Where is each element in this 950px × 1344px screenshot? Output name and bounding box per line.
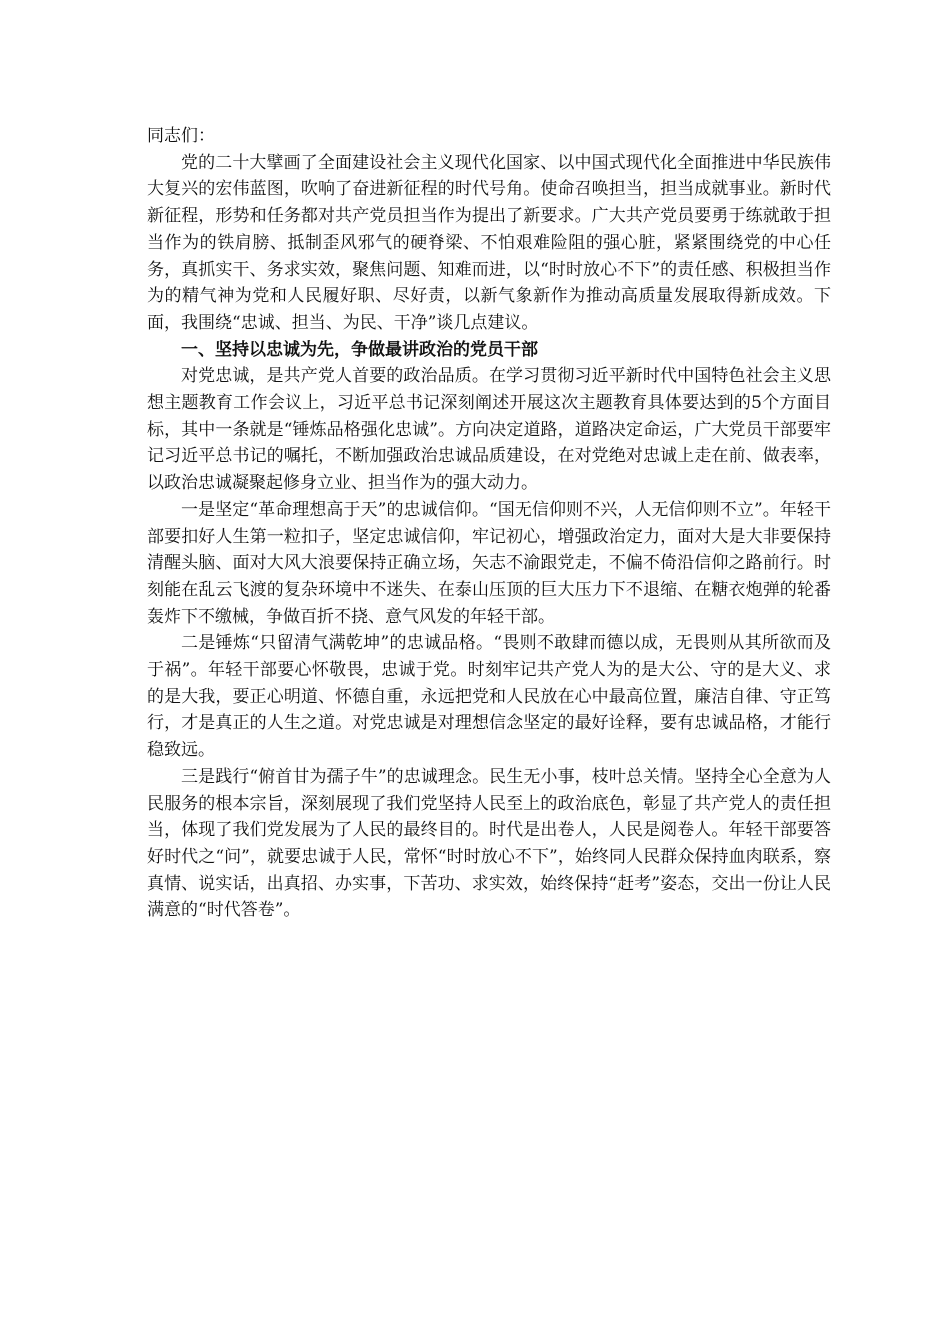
document-page <box>147 123 831 924</box>
point-three-paragraph: 三是践行“俯首甘为孺子牛”的忠诚理念。民生无小事，枝叶总关情。坚持全心全意为人民服务的根本宗旨，深刻展现了我们党坚持人民至上的政治底色，彰显了共产党人的责任担当，体现了我们党发展为了人民的最终目的。时代是出卷人，人民是阅卷人。年轻干部要答好时代之“问”，就要忠诚于人民，常怀“时时放心不下”，始终同人民群众保持血肉联系，察真情、说实话，出真招、办实事，下苦功、求实效，始终保持“赶考”姿态，交出一份让人民满意的“时代答卷”。 <box>147 766 831 921</box>
point-two-paragraph: 二是锤炼“只留清气满乾坤”的忠诚品格。“畏则不敢肆而德以成，无畏则从其所欲而及于祸”。年轻干部要心怀敬畏，忠诚于党。时刻牢记共产党人为的是大公、守的是大义、求的是大我，要正心明道、怀德自重，永远把党和人民放在心中最高位置，廉洁自律、守正笃行，才是真正的人生之道。对党忠诚是对理想信念坚定的最好诠释，要有忠诚品格，才能行稳致远。 <box>147 633 831 761</box>
point-one-paragraph: 一是坚定“革命理想高于天”的忠诚信仰。“国无信仰则不兴，人无信仰则不立”。年轻干部要扣好人生第一粒扣子，坚定忠诚信仰，牢记初心，增强政治定力，面对大是大非要保持清醒头脑、面对大风大浪要保持正确立场，矢志不渝跟党走，不偏不倚沿信仰之路前行。时刻能在乱云飞渡的复杂环境中不迷失、在泰山压顶的巨大压力下不退缩、在糖衣炮弹的轮番轰炸下不缴械，争做百折不挠、意气风发的年轻干部。 <box>147 499 831 627</box>
salutation: 同志们： <box>147 126 215 146</box>
section-heading: 一、坚持以忠诚为先，争做最讲政治的党员干部 <box>181 339 538 360</box>
intro-paragraph: 党的二十大擘画了全面建设社会主义现代化国家、以中国式现代化全面推进中华民族伟大复兴的宏伟蓝图，吹响了奋进新征程的时代号角。使命召唤担当，担当成就事业。新时代新征程，形势和任务都对共产党员担当作为提出了新要求。广大共产党员要勇于练就敢于担当作为的铁肩膀、抵制歪风邪气的硬脊梁、不怕艰难险阻的强心脏，紧紧围绕党的中心任务，真抓实干、务求实效，聚焦问题、知难而进，以“时时放心不下”的责任感、积极担当作为的精气神为党和人民履好职、尽好责，以新气象新作为推动高质量发展取得新成效。下面，我围绕“忠诚、担当、为民、干净”谈几点建议。 <box>147 152 831 333</box>
section-intro-paragraph: 对党忠诚，是共产党人首要的政治品质。在学习贯彻习近平新时代中国特色社会主义思想主题教育工作会议上，习近平总书记深刻阐述开展这次主题教育具体要达到的5个方面目标，其中一条就是“锤炼品格强化忠诚”。方向决定道路，道路决定命运，广大党员干部要牢记习近平总书记的嘱托，不断加强政治忠诚品质建设，在对党绝对忠诚上走在前、做表率，以政治忠诚凝聚起修身立业、担当作为的强大动力。 <box>147 366 831 494</box>
